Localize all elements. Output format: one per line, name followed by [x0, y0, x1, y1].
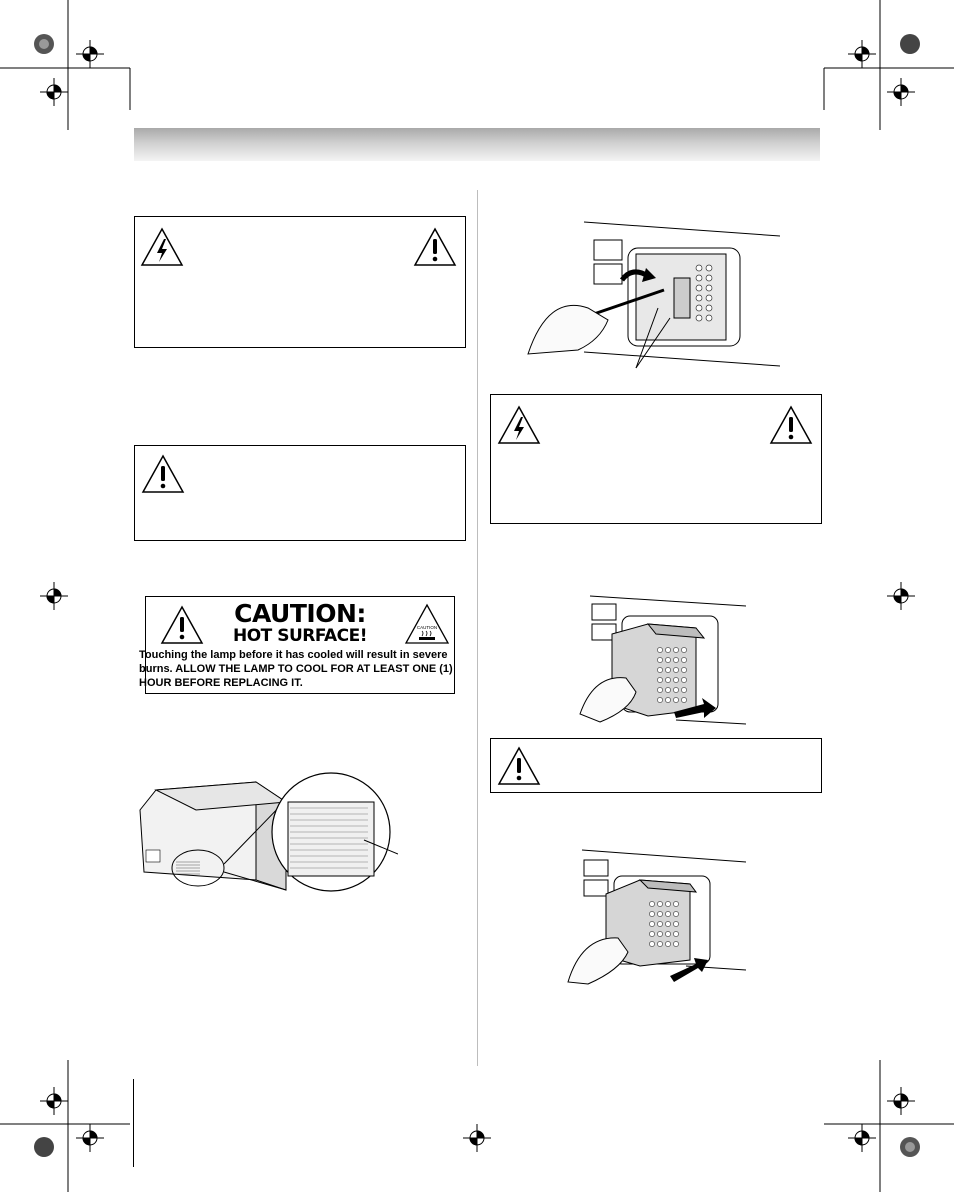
footer-divider [133, 1079, 134, 1167]
exclamation-warning-icon [497, 746, 541, 786]
caution-subtitle: HOT SURFACE! [233, 626, 367, 646]
lamp-insertion-illustration [566, 848, 746, 986]
exclamation-warning-icon [141, 454, 185, 494]
svg-text:CAUTION: CAUTION [416, 625, 438, 630]
warning-box-alert [134, 445, 466, 541]
hot-surface-icon [404, 603, 450, 645]
lamp-cover-screwdriver-illustration [524, 218, 780, 370]
column-divider [477, 190, 478, 1066]
lamp-removal-illustration [576, 594, 746, 730]
warning-box-shock-right [490, 394, 822, 524]
exclamation-warning-icon [413, 227, 457, 267]
electric-shock-warning-icon [497, 405, 541, 445]
caution-hot-surface-label [139, 596, 455, 694]
exclamation-warning-icon [769, 405, 813, 445]
warning-box-small [490, 738, 822, 793]
caution-body: Touching the lamp before it has cooled will result in severe burns. ALLOW THE LAMP TO COOL FOR AT LEAST ONE (1) HOUR BEFORE REPLACING IT. [139, 649, 453, 689]
caution-title: CAUTION: [234, 599, 366, 628]
electric-shock-warning-icon [140, 227, 184, 267]
tv-rear-illustration [136, 772, 398, 894]
warning-box-shock [134, 216, 466, 348]
